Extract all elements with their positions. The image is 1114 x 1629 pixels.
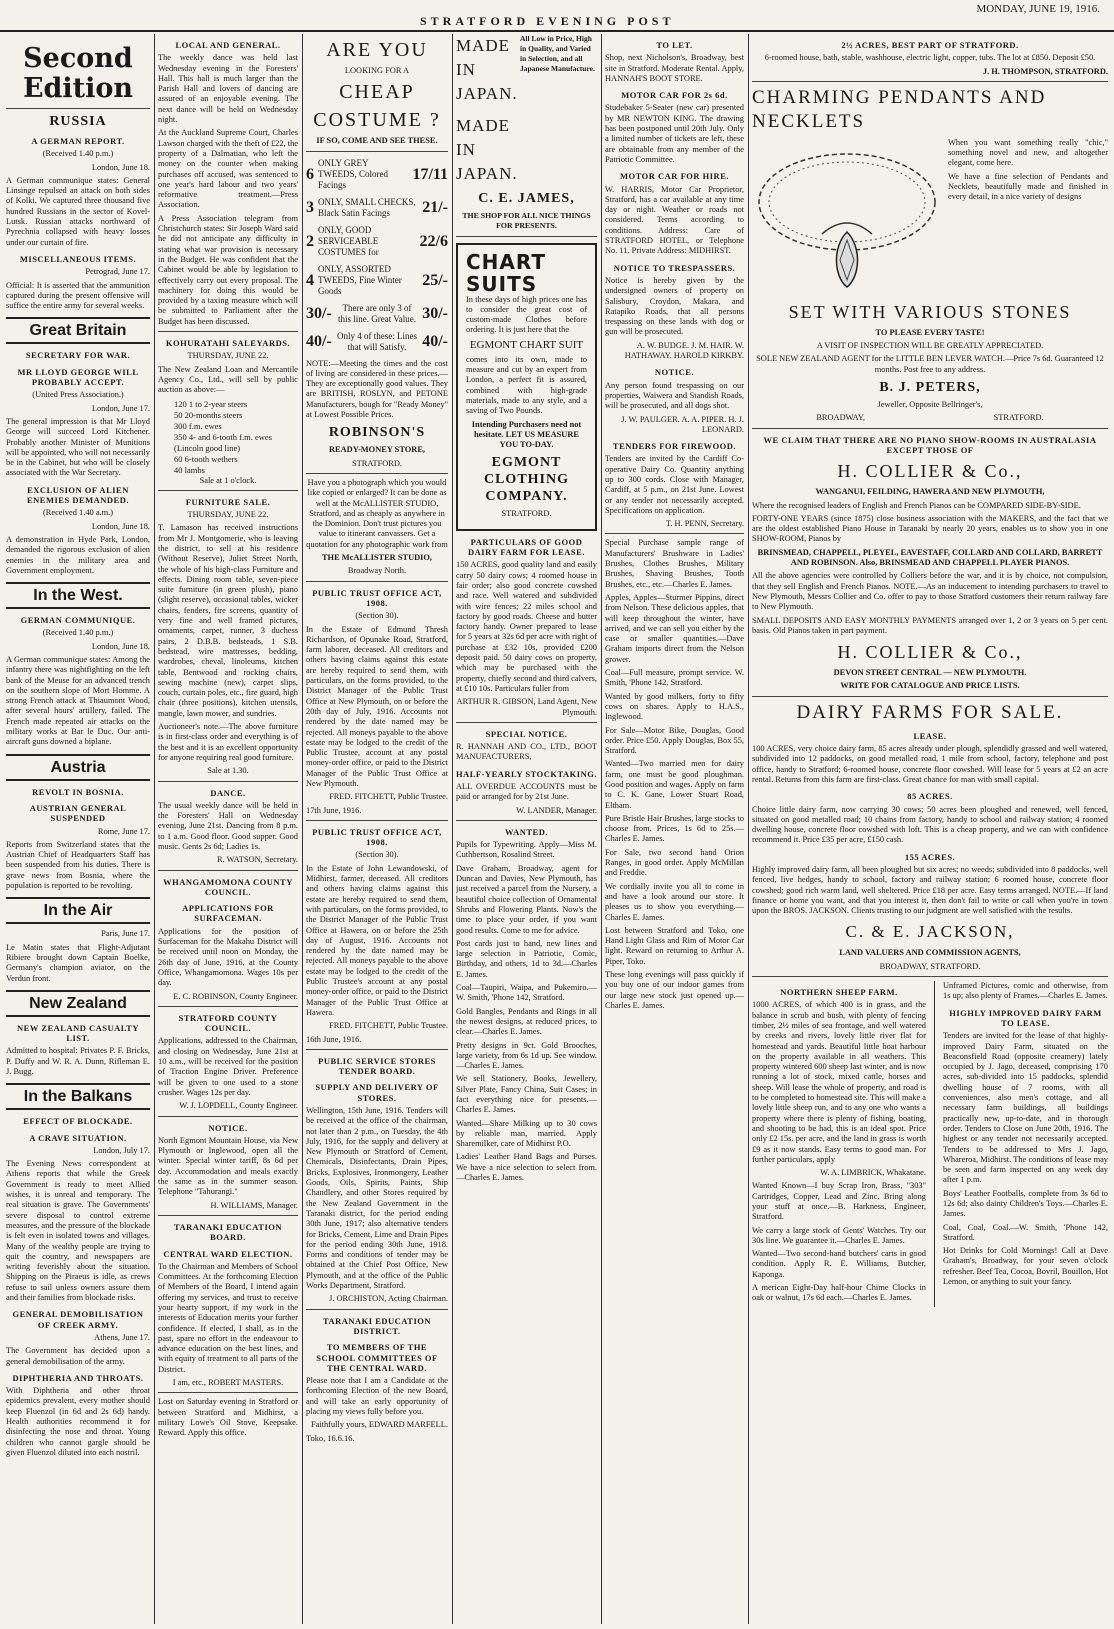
ad-town: STRATFORD. (351, 458, 403, 468)
column-rule (154, 34, 155, 1624)
dateline: Athens, June 17. (94, 1332, 150, 1342)
article-text: The Government has decided upon a general demobilisation of the army. (6, 1346, 150, 1366)
headline: 2½ ACRES, BEST PART OF STRATFORD. (841, 40, 1019, 50)
headline: TO MEMBERS OF THE SCHOOL COMMITTEES OF THE CENTRAL WARD. (316, 1342, 438, 1373)
costume-offer (306, 225, 448, 258)
ad-text: R. HANNAH AND CO., LTD., BOOT MANUFACTURERS, (456, 742, 597, 762)
headline: NORTHERN SHEEP FARM. (780, 987, 898, 998)
ad-text: Where the recognised leaders of English and French Pianos can be COMPARED SIDE-BY-SIDE. (752, 500, 1081, 510)
section-in-the-balkans: In the Balkans (6, 1083, 150, 1110)
classified: For Sale—Motor Bike, Douglas, Good order. Price £50. Apply Douglas, Box 55, Stratford. (605, 725, 744, 756)
chart-suits-ad (456, 243, 597, 531)
column-ads-wide (752, 34, 1108, 1624)
ad-text: SMALL DEPOSITS AND EASY MONTHLY PAYMENTS arranged over 1, 2 or 3 years on 5 per cent. basis. Old Pianos taken in part payment. (752, 615, 1108, 635)
ad-text: The usual weekly dance will be held in the Foresters' Hall on Wednesday evening, June 21st. Dancing from 8 p.m. to 1 a.m. Good floor. Good supper. Good music. Gents 2s 6d; Ladies 1s. (158, 800, 298, 851)
classified: We sell Stationery, Books, Jewellery, Silver Plate, Fancy China, Suit Cases; in fact everything nice for presents.—Charles E. James. (456, 1074, 597, 1115)
section-new-zealand: New Zealand (6, 990, 150, 1017)
headline: SECRETARY FOR WAR. (25, 350, 131, 361)
ad-text: FORTY-ONE YEARS (since 1875) close business association with the MAKERS, and the fact that we are the oldest established Piano House in Taranaki by nearly 20 years, enables us to show you in one SHOW-ROOM, Pianos by (752, 513, 1108, 544)
ad-robinsons: ROBINSON'S (328, 425, 426, 441)
stock-item: 40 lambs (174, 464, 205, 475)
article-text: With Diphtheria and other throat epidemics prevalent, every mother should keep Fluenzol (in 6d and 2s 6d) handy. Health authorities recommend it for disinfecting the nose and throat. Young children who cannot gargle should be given Fluenzol diluted into each nostril. (6, 1386, 150, 1457)
dateline: London, June 18. (91, 641, 150, 651)
offer-qty: 2 (306, 232, 314, 250)
ad-cheap: CHEAP (339, 81, 415, 104)
headline: LOCAL AND GENERAL. (175, 40, 281, 50)
headline: MISCELLANEOUS ITEMS. (19, 253, 137, 264)
offer-text: ONLY GREY TWEEDS, Colored Facings (318, 157, 388, 190)
pendant-text (942, 138, 1108, 296)
stock-item: 300 f.m. ewes (174, 420, 222, 431)
ad-text: comes into its own, made to measure and cut by an expert from London, a perfect fit is assured, combined with high-grade materials, made to any style, and a saving of Two Pounds. (466, 354, 587, 416)
ad-text: When you want something really "chic," something novel and new, and altogether elegant, come here. (948, 137, 1108, 168)
signature: W. A. LIMBRICK, Whakatane. (820, 1168, 926, 1178)
ad-text: Highly improved dairy farm, all been ploughed but six acres; no weeds; subdivided into 8 paddocks, well fenced, live hedges, handy to school, factory and railway station; 6 roomed house, concrete floor cowshed; good rich warm land, well sheltered. Price £18 per acre. Easy terms arranged. NOTE.—If land finance or home you want, and that you interest it, then don't fail to write or call when you're in town upon the BROS. JACKSON. Clients trusting to our judgment are well satisfied with the results. (752, 864, 1108, 916)
signature: H. WILLIAMS, Manager. (210, 1200, 298, 1210)
headline: TARANAKI EDUCATION DISTRICT. (322, 1315, 432, 1336)
headline: PARTICULARS OF GOOD DAIRY FARM FOR LEASE. (468, 536, 585, 558)
address-right: STRATFORD. (993, 413, 1044, 423)
section-note: (Section 30). (355, 611, 399, 621)
signature: T. H. PENN, Secretary. (665, 519, 744, 529)
classified: Tenders are invited by the Cardiff Co-operative Dairy Co. Quantity anything up to 300 cords. Close with Manager, Cardiff, at 5 p.m., on 21st June. Lowest or any tender not necessarily accepted. Specifications on application. (605, 454, 744, 515)
ad-text: SOLE NEW ZEALAND AGENT for the LITTLE BEN LEVER WATCH.—Price 7s 6d. Guaranteed 12 months. Post free to any address. (756, 354, 1104, 374)
article-text: A demonstration in Hyde Park, London, demanded the rigorous exclusion of alien enemies in the military area and Government employment. (6, 534, 150, 575)
classified: Lost between Stratford and Toko, one Hand Light Glass and Rim of Motor Car light. Reward on returning to Arthur A. Piper, Toko. (605, 925, 744, 966)
ad-are-you: ARE YOU (326, 39, 428, 61)
classified: Coal, Coal, Coal.—W. Smith, 'Phone 142, Stratford. (943, 1222, 1108, 1242)
headline: SPECIAL NOTICE. (485, 728, 568, 739)
headline: KOHURATAHI SALEYARDS. (165, 338, 291, 349)
article-text: The general impression is that Mr Lloyd George will succeed Lord Kitchener. Probably another Minister of Munitions will be appointed, who will not necessarily be in the Cabinet, but who will be closely associated with the War Secretary. (6, 416, 150, 478)
headline: APPLICATIONS FOR SURFACEMAN. (182, 903, 274, 924)
headline: HIGHLY IMPROVED DAIRY FARM TO LEASE. (949, 1007, 1102, 1028)
column-japan (456, 34, 597, 1624)
ad-text: The New Zealand Loan and Mercantile Agency Co., Ltd., will sell by public auction as above:— (158, 364, 298, 395)
costume-offer-40 (306, 331, 448, 353)
offer-text: ONLY, ASSORTED TWEEDS, Fine Winter Goods (318, 263, 402, 296)
headline: LEASE. (913, 730, 947, 741)
classified: Wanted by good milkers, forty to fifty cows on shares. Apply to H.A.S., Inglewood. (605, 691, 744, 722)
signature: I am, etc., ROBERT MASTERS. (172, 1378, 284, 1388)
headline: A GERMAN REPORT. (31, 136, 125, 146)
ad-text: ALL OVERDUE ACCOUNTS must be paid or arranged for by 21st June. (456, 781, 597, 802)
signature: E. C. ROBINSON, County Engineer. (173, 991, 298, 1001)
headline: PUBLIC TRUST OFFICE ACT, 1908. (312, 826, 442, 848)
ad-egmont-chart: EGMONT CHART SUIT (469, 338, 584, 351)
ad-date: THURSDAY, JUNE 22. (187, 351, 269, 361)
headline: NOTICE. (654, 367, 695, 378)
column-local (158, 34, 298, 1624)
headline: STRATFORD COUNTY COUNCIL. (178, 1012, 278, 1034)
classified: Any person found trespassing on our properties, Waiwera and Standish Roads, will be prosecuted, and all dogs shot. (605, 380, 744, 411)
column-rule (934, 981, 935, 1307)
signature: J. W. PAULGER. A. A. PIPER. H. J. LEONARD. (621, 414, 744, 434)
dateline: London, June 18. (91, 521, 150, 531)
pendant-necklet-illustration (752, 142, 942, 292)
ad-shop-tagline: THE SHOP FOR ALL NICE THINGS FOR PRESENTS. (462, 211, 591, 231)
address-left: BROADWAY, (816, 413, 865, 423)
headline: DIPHTHERIA AND THROATS. (12, 1372, 144, 1383)
ad-text: Lost on Saturday evening in Stratford or between Stratford and Midhirst, a military Lowe's Oil Stove, Keepsake. Reward. Apply this office. (158, 1397, 298, 1438)
dateline: Rome, June 17. (97, 826, 150, 836)
ad-made-in-japan-2: MADE IN JAPAN. (456, 116, 518, 183)
headline: EFFECT OF BLOCKADE. (23, 1116, 133, 1127)
ad-studio-address: Broadway North. (347, 566, 407, 576)
bottom-ads-left (752, 981, 926, 1307)
ad-jackson: C. & E. JACKSON, (845, 922, 1015, 942)
classified: Wanted—Two married men for dairy farm, one must be good ploughman. Good position and wages. Apply on farm to C. K. Gane, Lower Stuart Road, Eltham. (605, 759, 744, 810)
stock-item: 350 4- and 6-tooth f.m. ewes (Lincoln good line) (174, 431, 272, 453)
dateline: London, July 17. (93, 1145, 150, 1155)
headline: NOTICE. (208, 1122, 248, 1133)
headline: TENDERS FOR FIREWOOD. (612, 441, 737, 452)
stock-list (174, 399, 298, 476)
section-austria: Austria (6, 754, 150, 781)
section-in-the-air: In the Air (6, 897, 150, 924)
headline: DANCE. (210, 787, 246, 798)
dateline: London, June 18. (91, 162, 150, 172)
column-rule (601, 34, 602, 1624)
ad-text: T. Lamason has received instructions from Mr J. Montgomerie, who is leaving the district, to sell at his residence (Without Reserve), Juliet Street North, the whole of his high-class Furniture and effects. Dining room table, seven-piece suite furniture (in green plush), piano (slight reserve), occasional tables, wicker chairs, fenders, fire screens, quantity of very fine and well framed pictures, ornaments, carpet, runner, 3 duchess pairs, 2 D.B.B. bedsteads, 1 S.B. bedstead, wire mattresses, bedding, wardrobes, cheval, linoleums, kitchen table, Bentwood and rocking chairs, sewing machine (new), carpet slips, couch, curtain poles, etc., fire guard, high chair (three positions), kitchen utensils, mangle, lawn mower, and sundries. (158, 523, 298, 718)
ad-text: NOTE:—Meeting the times and the cost of living are considered in these prices.—They are exceptionally good values. They are BRITISH, ROSLYN, and PETONE Manufacturers, bough for "Ready Money" at Lowest Possible Prices. (306, 358, 448, 420)
costume-offer (306, 158, 448, 191)
classified: Shop, next Nicholson's, Broadway, best site in Stratford. Moderate Rental. Apply, HANNAH'S BOOT STORE. (605, 53, 744, 83)
headline: AUSTRIAN GENERAL SUSPENDED (29, 802, 127, 824)
headline: 85 ACRES. (907, 791, 953, 802)
offer-price: 40/- (422, 333, 448, 351)
ad-text: Please note that I am a Candidate at the forthcoming Election of the new Board, and will take an early opportunity of placing my views fully before you. (306, 1376, 448, 1417)
ad-text: All the above agencies were controlled by Colliers before the war, and it is by choice, not compulsion, that they sell English and French Pianos. NOTE.—As an inducement to intending purchasers to travel to New Plymouth, Messrs Collier and Co. offer to pay to those Stratford customers their return railway fare to New Plymouth. (752, 571, 1108, 612)
received-note: (Received 1.40 p.m.) (42, 149, 114, 159)
ad-text: 150 ACRES, good quality land and easily carry 50 dairy cows; 4 roomed house in fair order; also good concrete cowshed and race. Well watered and subdivided with wire fences; 22 miles school and factory by good roads. Cheese and butter factory handy. Owner prepared to lease for 5 years at 32s 6d per acre with right of purchase at £32 10s, provided £200 deposit paid. 50 dairy cows on property, which may be purchased with the property, chiefly second and third calvers, at £10 10s. Particulars fuller from (456, 560, 597, 693)
classified: A merican Eight-Day half-hour Chime Clocks in oak or walnut, 17s 6d each.—Charles E. James. (752, 1283, 926, 1303)
ad-peters: B. J. PETERS, (879, 380, 981, 396)
section-russia: RUSSIA (49, 114, 107, 129)
column-costume (306, 34, 448, 1624)
headline: EXCLUSION OF ALIEN ENEMIES DEMANDED. (26, 484, 129, 506)
offer-qty: 3 (306, 199, 314, 217)
classified: Ladies' Leather Hand Bags and Purses. We have a nice selection to select from.—Charles E. James. (456, 1152, 597, 1183)
ad-text: Intending Purchasers need not hesitate. LET US MEASURE YOU TO-DAY. (471, 419, 582, 450)
ad-chart-suits: CHART SUITS (466, 249, 547, 296)
ad-to-please: TO PLEASE EVERY TASTE! (875, 327, 985, 337)
ad-text: Auctioneer's note.—The above furniture is in first-class order and everything is of the best and it is an excellent opportunity for anyone requiring real good furniture. (158, 722, 298, 762)
classified: Coal—Taupiri, Waipa, and Pukemiro.—W. Smith, 'Phone 142, Stratford. (456, 983, 597, 1003)
headline: HALF-YEARLY STOCKTAKING. (456, 768, 597, 779)
column-news (6, 34, 150, 1624)
classified: Hot Drinks for Cold Mornings! Call at Dave Graham's, Broadway, for your seven o'clock refresher. Beef Tea, Cocoa, Bovril, Bouillon, Hot Lemon, or anything to suit your fancy. (943, 1246, 1108, 1287)
sale-time: Sale at 1.30. (207, 766, 249, 776)
notice-date: 17th June, 1916. (306, 805, 362, 815)
offer-text: There are only 3 of this line. Great Value. (337, 302, 417, 324)
headline: TARANAKI EDUCATION BOARD. (173, 1221, 283, 1243)
article-text: Reports from Switzerland states that the Austrian Chief of Headquarters Staff has been suspended from his duties. There is grave news from Bosnia, where the population is reported to be revolting. (6, 839, 150, 891)
article-text: The weekly dance was held last Wednesday evening in the Foresters' Hall. This hall is much larger than the Parish Hall and lovers of dancing are assured of an enjoyable evening. The next dance will be held on Wednesday night. (158, 53, 298, 125)
article-text: Admitted to hospital: Privates P. F. Bricks, P. Duffy and W. R. A. Dunn, Rifleman E. J. Bugg. (6, 1046, 150, 1076)
offer-text: Only 4 of these: Lines that will Satisfy. (337, 330, 417, 352)
classified: Wanted—Share Milking up to 30 cows by reliable man, married. Apply Sharemilker, care of Midhirst P.O. (456, 1118, 597, 1149)
ad-made-in-japan: MADE IN JAPAN. (456, 36, 518, 103)
signature: FRED. FITCHETT, Public Trustee. (329, 1021, 448, 1031)
headline: WHANGAMOMONA COUNTY COUNCIL. (163, 876, 293, 897)
bottom-ads-right (943, 981, 1108, 1307)
ad-text: Have you a photograph which you would like copied or enlarged? It can be done as well at the McALLISTER STUDIO, Stratford, and as cheaply as anywhere in the Dominion. Don't trust pictures you value to itinerant canvassers. Get a quotation for any photographic work from (306, 477, 448, 549)
costume-offer-30 (306, 303, 448, 325)
classified: Notice is hereby given by the undersigned owners of property on Salisbury, Croydon, Makara, and Ratapiko Roads, that all persons trespassing on these lands with dog or gun will be prosecuted. (605, 275, 744, 337)
headline: GERMAN COMMUNIQUE. (20, 615, 136, 626)
signature: W. LANDER, Manager. (516, 805, 597, 815)
received-note: (Received 1.40 p.m.) (42, 628, 114, 638)
ad-text: In the Estate of Edmund Thresh Richardson, of Opunake Road, Stratford, farm laborer, deceased. All creditors and others having claims against this estate are hereby required to send them, with particulars, on the forms provided, to the District Manager of the Public Trust Office at New Plymouth, on or before the 20th day of July, 1916. Accounts not rendered by the date named may be rejected. All moneys payable to the above estate may be lodged to the credit of the Public Trustee, account at any postal money-order office, or paid to the District Manager of the Public Trust Office at New Plymouth. (306, 624, 448, 788)
ad-egmont-clothing: EGMONT CLOTHING COMPANY. (483, 455, 569, 505)
section-great-britain: Great Britain (6, 317, 150, 344)
agency-note: (United Press Association.) (32, 390, 124, 400)
headline: TO LET. (656, 40, 693, 50)
offer-qty: 6 (306, 165, 314, 183)
column-rule (748, 34, 749, 1624)
dateline: London, June 17. (91, 403, 150, 413)
headline: MOTOR CAR FOR 2s 6d. (621, 90, 728, 101)
signature: ARTHUR R. GIBSON, Land Agent, New Plymouth. (456, 697, 597, 717)
headline: NOTICE TO TRESPASSERS. (613, 262, 736, 273)
classified: Unframed Pictures, comic and otherwise, from 1s up; also plenty of Frames.—Charles E. James. (943, 981, 1108, 1001)
article-text: Le Matin states that Flight-Adjutant Ribiere brought down Captain Boelke, Germany's champion aviator, on the Verdun front. (6, 942, 150, 983)
ad-text: 100 ACRES, very choice dairy farm, 85 acres already under plough, splendidly grassed and well watered, subdivided into 12 paddocks, on good metalled road, 1 mile from school, factory, telephone and post office, handy to Stratford; 6-roomed house, concrete floor cowshed. Will lease for 5 years at £2 an acre rental. Returns from this farm are first-class. Great chance for man with small capital. (752, 744, 1108, 784)
ad-collier-2: H. COLLIER & Co., (837, 642, 1023, 663)
ad-set-with: SET WITH VARIOUS STONES (788, 301, 1072, 322)
ad-studio: THE McALLISTER STUDIO, (321, 553, 433, 563)
offer-price: 17/11 (412, 165, 448, 183)
ad-costume: COSTUME ? (313, 109, 441, 132)
article-text: A Press Association telegram from Christchurch states: Sir Joseph Ward said he did not anticipate any difficulty in stating what war provision is necessary in the Budget. He was confident that the Cabinet would be able by legislation to effectively carry out every proposal. The machinery for doing this would be provided by a taxing measure which will be submitted to Parliament after the Budget has been discussed. (158, 213, 298, 326)
ad-dairy-farms: DAIRY FARMS FOR SALE. (796, 701, 1064, 723)
japan-ad (456, 34, 597, 106)
headline: A CRAVE SITUATION. (29, 1132, 127, 1143)
ad-text: North Egmont Mountain House, via New Plymouth or Inglewood, open all the winter. Special winter tariff, 8s 6d per day. Accommodation and meals exactly the same as in the summer season. Telephone "Tahurangi." (158, 1135, 298, 1197)
stock-item: 60 6-tooth wethers (174, 453, 238, 464)
ad-james: C. E. JAMES, (478, 191, 575, 206)
edition-heading: Second Edition (22, 43, 134, 104)
ad-date: THURSDAY, JUNE 22. (187, 510, 269, 520)
ad-collier-places: WANGANUI, FEILDING, HAWERA AND NEW PLYMOUTH, (815, 487, 1045, 497)
classified: Apples, Apples—Sturmer Pippins, direct from Nelson. These delicious apples, that will keep throughout the winter, have arrived, and we can sell you either by the case or smaller quantities.—Dave Graham imports direct from the Nelson grower. (605, 592, 744, 664)
masthead-title: STRATFORD EVENING POST (420, 14, 675, 28)
article-text: The Evening News correspondent at Athens reports that while the Greek Government is ready to meet Allied wishes, it is unreal and temporary. The real situation is grave. The Governments' severe disposal to control extreme measures, and the pressure of the blockade is felt even in isolated towns and villages. Many of the wealthy people are trying to quit the country, and newspapers are writing feverishly about the situation. Shipping on the Piraeus is idle, as crews refuse to sail unless owners assure them and their families from blockade risks. (6, 1159, 150, 1303)
section-note: (Section 30). (355, 850, 399, 860)
classified: Gold Bangles, Pendants and Rings in all the newest designs, at reduced prices, to clear.—Charles E. James. (456, 1006, 597, 1037)
ad-makers: BRINSMEAD, CHAPPELL, PLEYEL, EAVESTAFF, COLLARD AND COLLARD, BARRETT AND ROBINSON. Also, BRINSMEAD AND CHAPPELL PLAYER PIANOS. (757, 547, 1103, 568)
headline: NEW ZEALAND CASUALTY LIST. (17, 1022, 139, 1044)
dateline: Paris, June 17. (101, 929, 150, 939)
headline: GENERAL DEMOBILISATION OF CREEK ARMY. (12, 1309, 144, 1330)
ad-text: We have a fine selection of Pendants and Necklets, beautifully made and finished in every detail, in a nice variety of designs (948, 171, 1108, 202)
column-rule (452, 34, 453, 1624)
offer-text: ONLY, SMALL CHECKS, Black Satin Facings (318, 196, 416, 218)
classified: Wanted—Two second-hand butchers' carts in good condition. Apply R. E. Williams, Butcher, Kaponga. (752, 1249, 926, 1279)
signature: W. J. LOPDELL, County Engineer. (179, 1101, 298, 1111)
headline: SUPPLY AND DELIVERY OF STORES. (315, 1082, 439, 1103)
section-in-the-west: In the West. (6, 582, 150, 609)
ad-text: Choice little dairy farm, now carrying 30 cows; 50 acres been ploughed and renewed, well fenced, situated on good metalled road; 10 chains from factory, handy to school and railway station; 4 roomed dwelling house, concrete floor cowshed with loft. This is a cheap property, and we can with confidence recommend it. Price £35 per acre, £150 cash. (752, 804, 1108, 845)
article-text: A German communique states: General Linsinge repulsed an attack on both sides of Kolki. We captured three thousand five hundred Russians in the sector of Kovel-Lutsk. Russian attacks northward of Pyrechnia collapsed with heavy losses under our curtain of fire. (6, 175, 150, 247)
signature: Faithfully yours, EDWARD MARFELL. (310, 1420, 448, 1430)
stock-item: 50 20-months steers (174, 409, 243, 420)
ad-text: Tenders are invited for the lease of that highly-improved Dairy Farm, situated on the Beaconsfield Road (opposite creamery) lately occupied by J. Jago, deceased, comprising 170 acres, sub-divided into 15 paddocks, splendid dwelling house of 7 rooms, with all conveniences, also men's cottage, and all necessary farm buildings, all buildings practically new, up-to-date, and in thorough order. Tenders to Close on June 20th, 1916. The highest or any tender not necessarily accepted. Tenders to be addressed to Mrs J. Jago, Whareroa, Midhirst. The conditions of lease may be seen and farm inspected on any week day after 1 p.m. (943, 1031, 1108, 1185)
signature: J. ORCHISTON, Acting Chairman. (329, 1294, 448, 1304)
costume-offer (306, 197, 448, 219)
masthead-date: MONDAY, JUNE 19, 1916. (976, 3, 1100, 15)
bottom-ads (752, 981, 1108, 1307)
offer-text: ONLY, GOOD SERVICEABLE COSTUMES for (318, 224, 379, 257)
signature: R. WATSON, Secretary. (217, 855, 298, 865)
offer-price: 25/- (422, 271, 448, 289)
classified: Special Purchase sample range of Manufacturers' Brushware in Ladies' Brushes, Clothes Brushes, Military Brushes, Shaving Brushes, Tooth Brushes, etc., etc.—Charles E. James. (605, 538, 744, 589)
offer-qty: 4 (306, 271, 314, 289)
headline: MOTOR CAR FOR HIRE. (620, 171, 729, 182)
classified: We carry a large stock of Gents' Watches. Try our 30s line. We guarantee it.—Charles E. James. (752, 1225, 926, 1245)
ad-text: In these days of high prices one has to consider the great cost of custom-made Clothes before ordering. It is just here that the (466, 294, 587, 335)
column-rule (302, 34, 303, 1624)
article-text: At the Auckland Supreme Court, Charles Lawson charged with the theft of £22, the property of a Dalmatian, who left the money on the counter when making purchases off accused, was sentenced to one year's hard labour and two years' reformative treatment.—Press Association. (158, 128, 298, 210)
offer-price: 30/- (422, 305, 448, 323)
classified: Pretty designs in 9ct. Gold Brooches, large variety, from 6s 1d up. See window.—Charles E. James. (456, 1040, 597, 1071)
headline: PUBLIC SERVICE STORES TENDER BOARD. (318, 1055, 436, 1077)
signature: J. H. THOMPSON, STRATFORD. (982, 66, 1108, 76)
ad-ready-money: READY-MONEY STORE, (328, 445, 426, 455)
ad-text: All Low in Price, High in Quality, and Varied in Selection, and all Japanese Manufacture. (520, 34, 595, 73)
classified: Pupils for Typewriting. Apply—Miss M. Cuthbertson, Rosalind Street. (456, 840, 597, 860)
classified: Post cards just to hand, new lines and large selection in Patriotic, Comic, Birthday, and others, 1d to 3d.—Charles E. James. (456, 938, 597, 979)
headline: WE CLAIM THAT THERE ARE NO PIANO SHOW-ROOMS IN AUSTRALASIA EXCEPT THOSE OF (763, 434, 1097, 455)
classified: Dave Graham, Broadway, agent for Duncan and Davies, New Plymouth, has just received a parcel from the Nursery, a beautiful choice collection of Ornamental Shrubs and Flowering Plants. Now's the time to place your order, if you want good results. Come to me for advice. (456, 863, 597, 935)
offer-price: 30/- (306, 305, 332, 323)
headline: WANTED. (505, 826, 548, 837)
signature: FRED. FITCHETT, Public Trustee. (329, 792, 448, 802)
ad-text: In the Estate of John Lewandowski, of Midhirst, farmer, deceased. All creditors and others having claims against this estate are hereby required to send them, with particulars, on the forms provided, to the District Manager of the Public Trust Office at Hawera, on or before the 25th day of August, 1916. Accounts not rendered by the date named may be rejected. All moneys payable to the above estate may be lodged to the credit of the Public Trustee's account at any postal money-order office, or paid to the District Manager of the Public Trust Office at Hawera. (306, 863, 448, 1017)
article-text: Official: It is asserted that the ammunition captured during the present offensive will suffice the entire army for several weeks. (6, 280, 150, 311)
classified: For Sale, two second hand Orion Ranges, in good order. Apply McMillan and Freddie. (605, 847, 744, 878)
notice-date: Toko, 16.6.16. (306, 1433, 355, 1443)
notice-date: 16th June, 1916. (306, 1034, 362, 1044)
peters-address (752, 413, 1108, 423)
classified: Pure Bristle Hair Brushes, large stocks to choose from. Prices, 1s 6d to 25s.—Charles E. James. (605, 813, 744, 844)
masthead (0, 0, 1114, 32)
classified: These long evenings will pass quickly if you buy one of our indoor games from our large new stock just opened up.—Charles E. James. (605, 970, 744, 1010)
offer-price: 21/- (422, 199, 448, 217)
signature: A. W. BUDGE. J. M. HAIR. W. HATHAWAY. HAROLD KIRKBY. (624, 340, 744, 361)
ad-collier: H. COLLIER & Co., (837, 461, 1023, 482)
ad-text: 6-roomed house, bath, stable, washhouse, electric light, copper, tubs. The lot at £850. Deposit £50. (764, 53, 1096, 63)
classified: Wanted Known—I buy Scrap Iron, Brass, "303" Cartridges, Copper, Lead and Zinc. Bring along your stuff at once.—B. Harkness, Engineer, Stratford. (752, 1181, 926, 1222)
ad-collier-catalogue: WRITE FOR CATALOGUE AND PRICE LISTS. (840, 681, 1020, 691)
classified: W. HARRIS, Motor Car Proprietor, Stratford, has a car available at any time day or night. Weather or roads not considered. Terms according to conditions. Address: Care of STRATFORD HOTEL, or Telephone No. 11. Private Address: MIDHIRST. (605, 184, 744, 256)
headline: MR LLOYD GEORGE WILL PROBABLY ACCEPT. (17, 366, 139, 388)
dateline: Petrograd, June 17. (85, 267, 150, 277)
ad-collier-line: DEVON STREET CENTRAL — NEW PLYMOUTH. (833, 668, 1027, 678)
ad-jackson-line: LAND VALUERS AND COMMISSION AGENTS, (839, 948, 1021, 958)
headline: 155 ACRES. (904, 851, 956, 862)
ad-text: Applications, addressed to the Chairman, and closing on Wednesday, June 21st at 10 a.m., will be received for the position of Traction Engine Driver. Preference will be given to one used to a stone crusher. Wages 12s per day. (158, 1036, 298, 1097)
article-text: A German communique states: Among the infantry there was nightfighting on the left bank of the Meuse for an advanced trench on the southern slope of Mort Homme. A strong French attack at Thiaumont Wood, after several hours' artillery, failed. The French made repeated air attacks on the military works at Bar le Duc. Our anti-aircraft guns downed a biplane. (6, 654, 150, 747)
column-classifieds (605, 34, 744, 1624)
ad-charming: CHARMING PENDANTS AND NECKLETS (752, 86, 1047, 132)
ad-text: Wellington, 15th June, 1916. Tenders will be received at the office of the chairman, not later than 2 p.m., on Tuesday, the 4th July, 1916, for the supply and delivery at New Plymouth or Stratford of Cement, Chemicals, Disinfectants, Drain Pipes, Bricks, Explosives, Ironmongery, Leather Goods, Oils, Spirits, Paints, Ship Chandlery, and other Stores required by the New Zealand Government in the Taranaki district, for the period ending 30th June, 1917; also alternative tenders for Bricks, Cement, Lime and Drain Pipes for the period ending 30th June, 1918. Forms and conditions of tender may be obtained at the Chief Post Office, New Plymouth, and at the office of the Public Works Department, Stratford. (306, 1106, 448, 1291)
classified: Studebaker 5-Seater (new car) presented by MR NEWTON KING. The drawing has been postponed until 20th July. Only a limited number of tickets are left, these are obtainable from any member of the Patriotic Committee. (605, 103, 744, 164)
offer-price: 22/6 (419, 232, 448, 250)
ad-looking-for: LOOKING FOR A (344, 66, 410, 75)
pendant-block (752, 138, 1108, 296)
ad-text: 1000 ACRES, of which 400 is in grass, and the balance in scrub and bush, with plenty of fencing timber, 2½ miles of sea frontage, and well watered by creeks and rivers, lovely little river flat for homestead and yards. Beautiful little boat harbour on the property available in all weathers. This property wintered 600 sheep last winter, and is now running a lot of stock, mixed cattle, horses and sheep. Will lease the whole of property, and road is to be completed to homestead site. This will make a lovely little sheep run, and to any one who wants a property where there is plenty of fishing, boating, and shooting to be had, this is an ideal spot. Price only £2 15s. per acre, and the land in grass is worth £9 as it now stands. Easy terms to good man. For further particulars, apply (752, 1000, 926, 1164)
received-note: (Received 1.40 a.m.) (43, 508, 113, 518)
classified: Boys' Leather Footballs, complete from 3s 6d to 12s 6d; also dainty Children's Toys.—Charles E. James. (943, 1188, 1108, 1219)
classified: Coal—Full measure, prompt service. W. Smith, 'Phone 142, Stratford. (605, 668, 744, 688)
ad-if-so: IF SO, COME AND SEE THESE. (316, 136, 438, 146)
stock-item: 120 1 to 2-year steers (174, 398, 248, 409)
ad-town: STRATFORD. (501, 509, 552, 519)
ad-text: To the Chairman and Members of School Committees. At the forthcoming Election of Members of the Board, I intend again offering my services, and trust to receive your hearty support, if my work in the interests of Education merits your further confidence. If elected, I shall, as in the past, spare no effort in the endeavour to advance education on the best lines, and with equity of treatment to all parts of the District. (158, 1261, 298, 1374)
offer-price: 40/- (306, 333, 332, 351)
costume-offer (306, 264, 448, 297)
headline: CENTRAL WARD ELECTION. (163, 1248, 293, 1259)
ad-peters-line: Jeweller, Opposite Bellringer's, (877, 400, 983, 410)
ad-jackson-address: BROADWAY, STRATFORD. (879, 961, 981, 971)
headline: PUBLIC TRUST OFFICE ACT, 1908. (312, 587, 442, 608)
ad-text: Applications for the position of Surfaceman for the Makahu District will be received until noon on Monday, the 26th day of June, 1916, at the County Office, Whangamomona. Wages 10s per day. (158, 926, 298, 988)
headline: FURNITURE SALE. (185, 496, 271, 507)
sale-time: Sale at 1 o'clock. (199, 475, 257, 485)
headline: REVOLT IN BOSNIA. (32, 786, 124, 797)
classified: We cordially invite you all to come in and have a look around our store. It pleases us to show you everything.—Charles E. James. (605, 881, 744, 922)
ad-text: A VISIT OF INSPECTION WILL BE GREATLY APPRECIATED. (816, 341, 1044, 351)
